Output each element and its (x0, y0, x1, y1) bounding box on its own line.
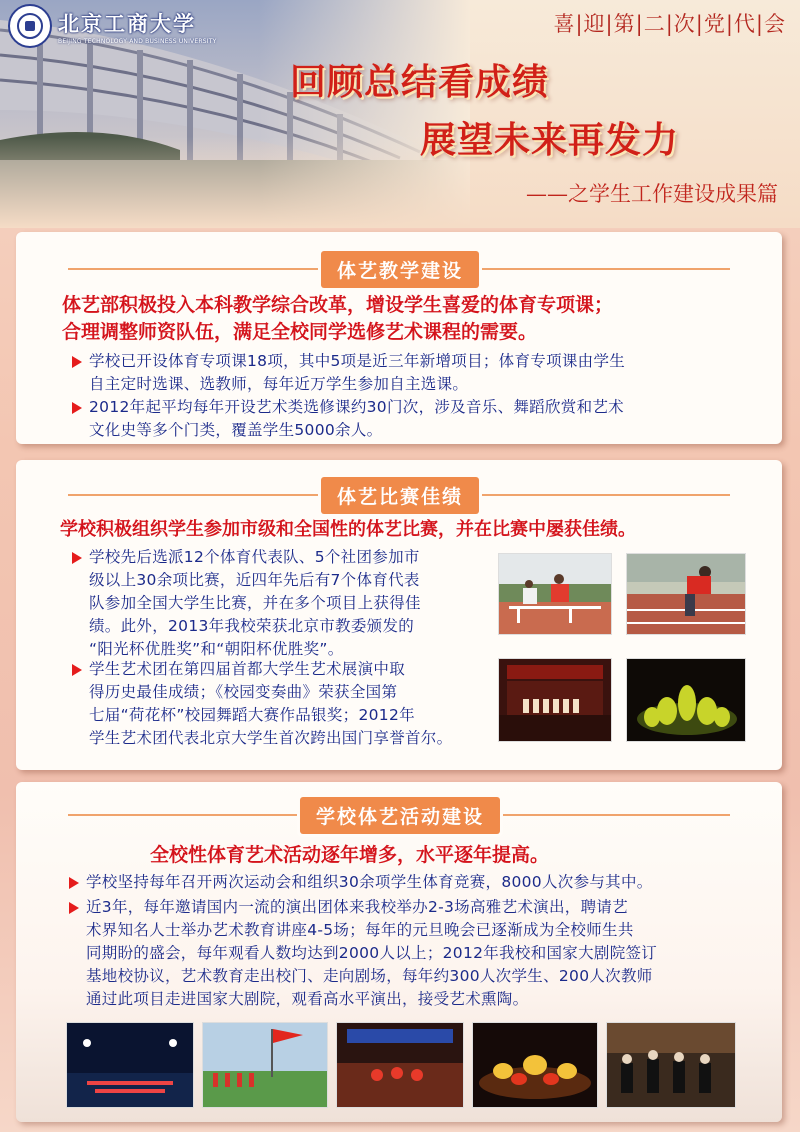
university-name-en: BEIJING TECHNOLOGY AND BUSINESS UNIVERSITY (58, 37, 217, 45)
bullet-item: 2012年起平均每年开设艺术类选修课约30门次，涉及音乐、舞蹈欣赏和艺术 文化史等多个门类，覆盖学生5000余人。 (89, 396, 624, 442)
section-title: 体艺教学建设 (321, 251, 479, 288)
subtitle: ——之学生工作建设成果篇 (526, 182, 778, 206)
bullet-item: 学校先后选派12个体育代表队、5个社团参加市 级以上30余项比赛，近四年先后有7个体育代表 队参加全国大学生比赛，并在多个项目上获得佳 绩。此外，2013年我校荣获北京市教委颁发的 “阳光杯优胜奖”和“朝阳杯优胜奖”。 (89, 546, 421, 661)
stage-show-photo (472, 1022, 598, 1108)
section-lead: 全校性体育艺术活动逐年增多，水平逐年提高。 (150, 844, 550, 866)
main-title-line2: 展望未来再发力 (420, 120, 680, 161)
bullet-item: 近3年，每年邀请国内一流的演出团体来我校举办2-3场高雅艺术演出，聘请艺 术界知名人士举办艺术教育讲座4-5场；每年的元旦晚会已逐渐成为全校师生共 同期盼的盛会，每年观看人数均达到2000人以上；2012年我校和国家大剧院签订 基地校协议，艺术教育走出校门、走向剧场，每年约300人次学生、200人次教师 通过此项目走进国家大剧院，观看高水平演出，接受艺术熏陶。 (86, 896, 657, 1011)
section-lead-line1: 体艺部积极投入本科教学综合改革，增设学生喜爱的体育专项课； (62, 294, 614, 316)
section-sports-arts-teaching (16, 232, 782, 444)
triangle-bullet-icon (72, 552, 82, 564)
triangle-bullet-icon (69, 902, 79, 914)
dance-performance-photo (626, 658, 746, 742)
triangle-bullet-icon (72, 402, 82, 414)
header-banner (0, 0, 800, 228)
section-campus-activities (16, 782, 782, 1122)
parade-photo (202, 1022, 328, 1108)
sprint-photo (626, 553, 746, 635)
triangle-bullet-icon (69, 877, 79, 889)
section-lead-line2: 合理调整师资队伍，满足全校同学选修艺术课程的需要。 (62, 321, 538, 343)
triangle-bullet-icon (72, 356, 82, 368)
congress-slogan: 喜|迎|第|二|次|党|代|会 (553, 12, 786, 36)
university-logo (8, 4, 216, 48)
section-lead: 学校积极组织学生参加市级和全国性的体艺比赛，并在比赛中屡获佳绩。 (60, 519, 636, 540)
main-title-line1: 回顾总结看成绩 (290, 62, 550, 103)
orchestra-photo (606, 1022, 736, 1108)
section-title: 体艺比赛佳绩 (321, 477, 479, 514)
stadium-night-photo (66, 1022, 194, 1108)
triangle-bullet-icon (72, 664, 82, 676)
section-title: 学校体艺活动建设 (300, 797, 500, 834)
bullet-item: 学校坚持每年召开两次运动会和组织30余项学生体育竞赛，8000人次参与其中。 (86, 871, 653, 894)
university-emblem-icon (8, 4, 52, 48)
auditorium-photo (336, 1022, 464, 1108)
bullet-item: 学生艺术团在第四届首都大学生艺术展演中取 得历史最佳成绩；《校园变奏曲》荣获全国第 七届“荷花杯”校园舞蹈大赛作品银奖；2012年 学生艺术团代表北京大学生首次跨出国门享誉首尔。 (89, 658, 452, 750)
concert-stage-photo (498, 658, 612, 742)
hurdles-photo (498, 553, 612, 635)
bullet-item: 学校已开设体育专项课18项，其中5项是近三年新增项目；体育专项课由学生 自主定时选课、选教师，每年近万学生参加自主选课。 (89, 350, 625, 396)
section-competition-results (16, 460, 782, 770)
university-name-cn: 北京工商大学 (58, 10, 196, 36)
